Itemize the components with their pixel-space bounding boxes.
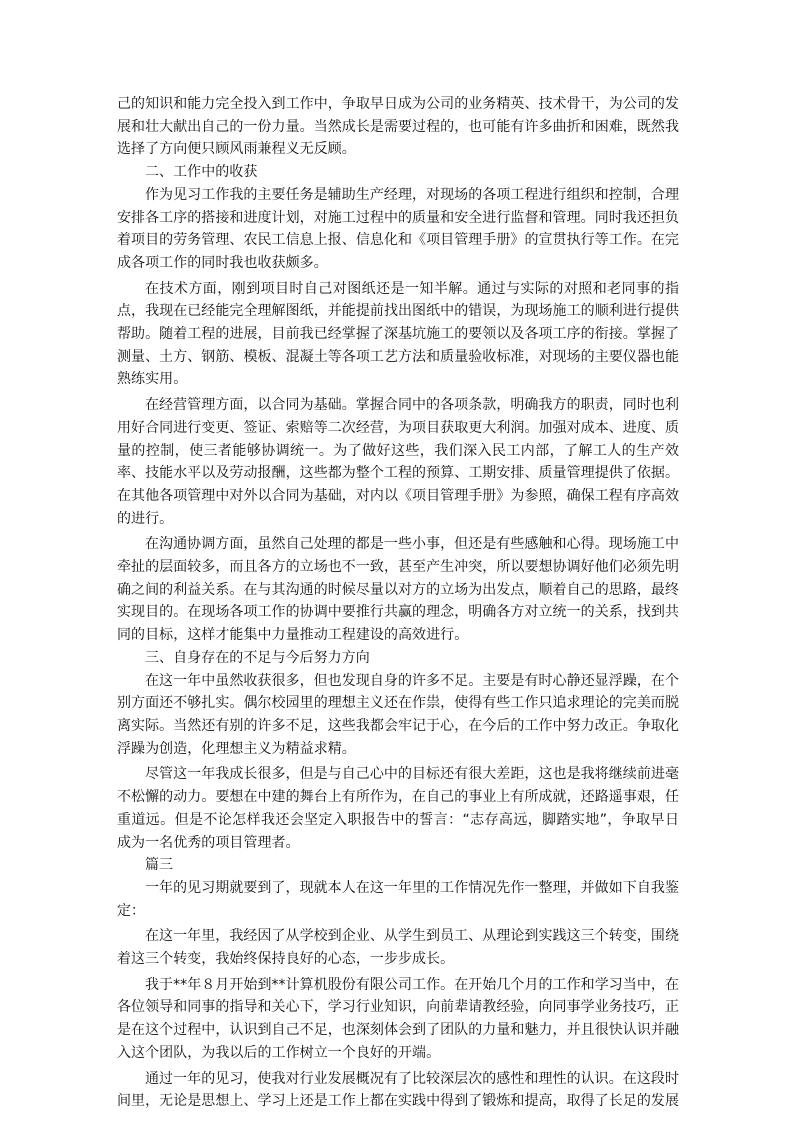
paragraph-duties: 作为见习工作我的主要任务是辅助生产经理，对现场的各项工程进行组织和控制，合理安排各工序的搭接和进度计划，对施工过程中的质量和安全进行监督和管理。同时我还担负着项目的劳务管理、农民工信息上报、信息化和《项目管理手册》的宣贯执行等工作。在完成各项工作的同时我也收获颇多。 (117, 186, 679, 271)
paragraph-transitions: 在这一年里，我经因了从学校到企业、从学生到员工、从理论到实践这三个转变，围绕着这三个转变，我始终保持良好的心态，一步步成长。 (117, 928, 679, 968)
paragraph-intro: 一年的见习期就要到了，现就本人在这一年里的工作情况先作一整理，并做如下自我鉴定： (117, 879, 679, 919)
section-heading-part-three: 篇三 (145, 857, 174, 874)
paragraph-technical: 在技术方面，刚到项目时自己对图纸还是一知半解。通过与实际的对照和老同事的指点，我现在已经能完全理解图纸，并能提前找出图纸中的错误，为现场施工的顺利进行提供帮助。随着工程的进展，目前我已经掌握了深基坑施工的要领以及各项工序的衔接。掌握了测量、土方、钢筋、模板、混凝土等各项工艺方法和质量验收标准，对现场的主要仪器也能熟练实用。 (117, 280, 679, 388)
paragraph-communication: 在沟通协调方面，虽然自己处理的都是一些小事，但还是有些感触和心得。现场施工中牵扯的层面较多，而且各方的立场也不一致，甚至产生冲突，所以要想协调好他们必须先明确之间的利益关系。在与其沟通的时候尽量以对方的立场为出发点，顺着自己的思路，最终实现目的。在现场各项工作的协调中要推行共赢的理念，明确各方对立统一的关系，找到共同的目标，这样才能集中力量推动工程建设的高效进行。 (117, 536, 679, 644)
section-heading-gains: 二、工作中的收获 (145, 164, 258, 181)
section-heading-shortcomings: 三、自身存在的不足与今后努力方向 (145, 649, 370, 666)
paragraph-start-work: 我于**年８月开始到**计算机股份有限公司工作。在开始几个月的工作和学习当中，在各位领导和同事的指导和关心下，学习行业知识，向前辈请教经验，向同事学业务技巧，正是在这个过程中，认识到自己不足，也深刻体会到了团队的力量和魅力，并且很快认识并融入这个团队，为我以后的工作树立一个良好的开端。 (117, 976, 679, 1061)
paragraph-growth: 尽管这一年我成长很多，但是与自己心中的目标还有很大差距，这也是我将继续前进毫不松懈的动力。要想在中建的舞台上有所作为，在自己的事业上有所成就，还路遥事艰，任重道远。但是不论怎样我还会坚定入职报告中的誓言：“志存高远，脚踏实地”，争取早日成为一名优秀的项目管理者。 (117, 766, 679, 851)
paragraph-continuation: 己的知识和能力完全投入到工作中，争取早日成为公司的业务精英、技术骨干，为公司的发展和壮大献出自己的一份力量。当然成长是需要过程的，也可能有许多曲折和困难，既然我选择了方向便只顾风雨兼程义无反顾。 (117, 96, 679, 158)
paragraph-management: 在经营管理方面，以合同为基础。掌握合同中的各项条款，明确我方的职责，同时也利用好合同进行变更、签证、索赔等二次经营，为项目获取更大利润。加强对成本、进度、质量的控制，使三者能够协调统一。为了做好这些，我们深入民工内部，了解工人的生产效率、技能水平以及劳动报酬，这些都为整个工程的预算、工期安排、质量管理提供了依据。在其他各项管理中对外以合同为基础，对内以《项目管理手册》为参照，确保工程有序高效的进行。 (117, 397, 679, 527)
paragraph-shortcomings: 在这一年中虽然收获很多，但也发现自身的许多不足。主要是有时心静还显浮躁，在个别方面还不够扎实。偶尔校园里的理想主义还在作祟，使得有些工作只追求理论的完美而脱离实际。当然还有别的许多不足，这些我都会牢记于心，在今后的工作中努力改正。争取化浮躁为创造，化理想主义为精益求精。 (117, 672, 679, 757)
paragraph-internship: 通过一年的见习，使我对行业发展概况有了比较深层次的感性和理性的认识。在这段时间里，无论是思想上、学习上还是工作上都在实践中得到了锻炼和提高，取得了长足的发展 (117, 1070, 679, 1110)
